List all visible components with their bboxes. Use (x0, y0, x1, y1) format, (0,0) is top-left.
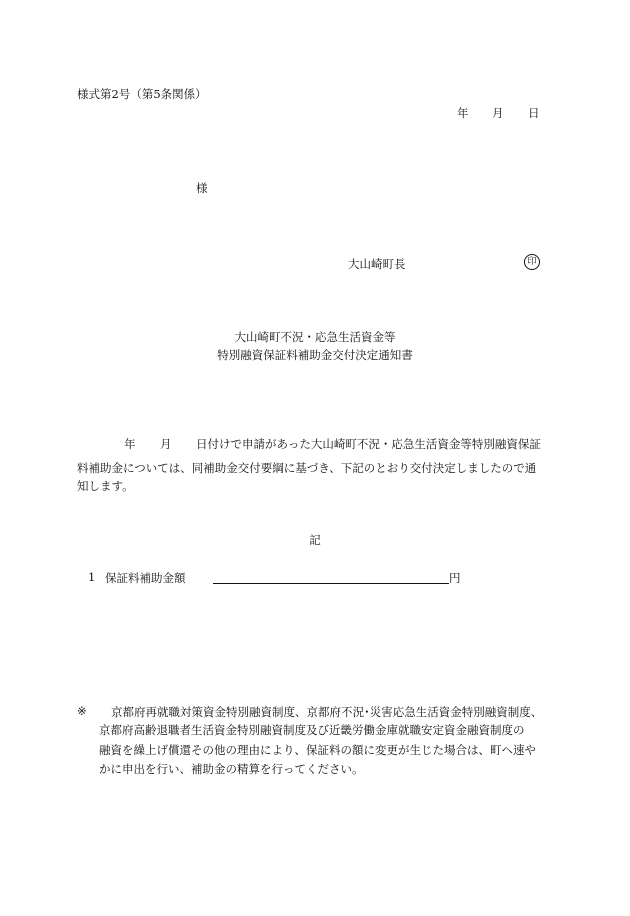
body-line-3: 知します。 (77, 479, 134, 493)
note-line-2: 京都府高齢退職者生活資金特別融資制度及び近畿労働金庫就職安定資金融資制度の (99, 723, 525, 737)
item-label: 保証料補助金額 (105, 571, 186, 585)
document-title-line-2: 特別融資保証料補助金交付決定通知書 (217, 348, 413, 362)
body-year-label: 年 (124, 437, 136, 451)
document-title-line-1: 大山崎町不況・応急生活資金等 (234, 330, 396, 344)
note-line-1: 京都府再就職対策資金特別融資制度、京都府不況･災害応急生活資金特別融資制度、 (111, 705, 543, 719)
note-mark: ※ (77, 704, 87, 718)
date-year-label: 年 (457, 106, 469, 120)
amount-underline (213, 583, 449, 584)
amount-unit: 円 (449, 571, 461, 585)
body-line-2: 料補助金については、同補助金交付要綱に基づき、下記のとおり交付決定しましたので通 (77, 461, 537, 475)
note-line-3: 融資を繰上げ償還その他の理由により、保証料の額に変更が生じた場合は、町へ速や (99, 743, 536, 757)
issuer-title: 大山崎町長 (348, 257, 406, 271)
addressee-honorific: 様 (196, 181, 208, 195)
date-day-label: 日 (528, 106, 540, 120)
body-line-1-text: 日付けで申請があった大山崎町不況・応急生活資金等特別融資保証 (196, 437, 541, 451)
note-line-4: かに申出を行い、補助金の精算を行ってください。 (99, 762, 364, 776)
form-number: 様式第2号（第5条関係） (77, 87, 207, 101)
item-number: 1 (88, 570, 96, 584)
date-month-label: 月 (492, 106, 504, 120)
body-month-label: 月 (160, 437, 172, 451)
seal-mark: 印 (524, 254, 540, 270)
ki-heading: 記 (309, 533, 321, 547)
